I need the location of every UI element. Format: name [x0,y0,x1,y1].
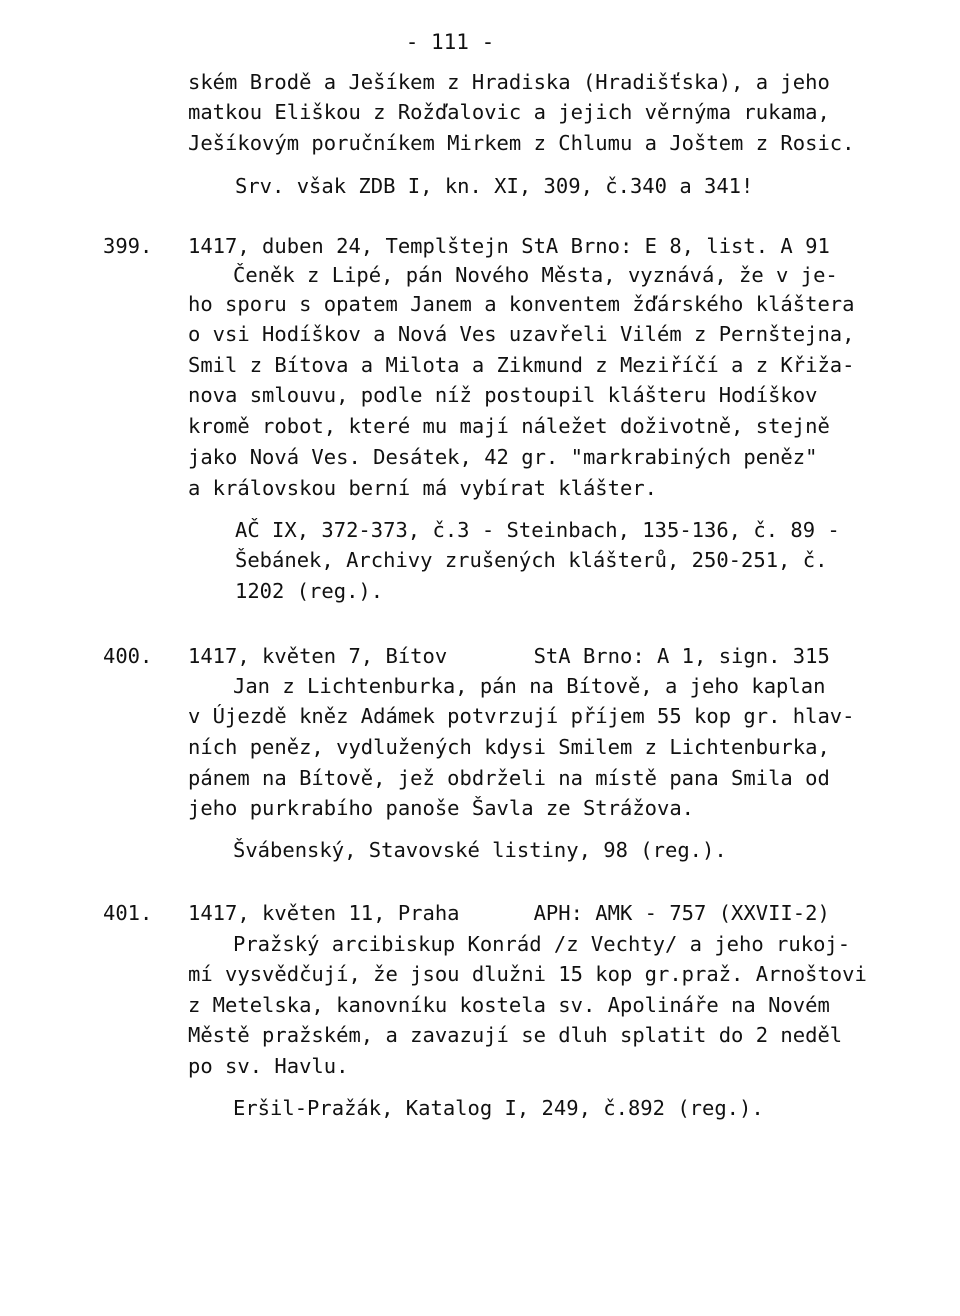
text-line: Ješíkovým poručníkem Mirkem z Chlumu a Joštem z Rosic. [188,131,855,155]
text-line: ních peněz, vydlužených kdysi Smilem z Lichtenburka, [188,735,830,759]
text-line: Pražský arcibiskup Konrád /z Vechty/ a jeho rukoj- [233,932,851,956]
text-line: o vsi Hodíškov a Nová Ves uzavřeli Vilém z Pernštejna, [188,322,855,346]
text-line: ho sporu s opatem Janem a konventem žďárského kláštera [188,292,855,316]
reference-line: Eršil-Pražák, Katalog I, 249, č.892 (reg.). [233,1096,764,1120]
text-line: kromě robot, které mu mají náležet doživotně, stejně [188,414,830,438]
text-line: mí vysvědčují, že jsou dlužni 15 kop gr.praž. Arnoštovi [188,962,867,986]
entry-header: 1417, květen 7, Bítov StA Brno: A 1, sign. 315 [188,644,830,668]
entry-number: 399. [103,234,153,258]
text-line: v Újezdě kněz Adámek potvrzují příjem 55 kop gr. hlav- [188,704,855,728]
reference-line: AČ IX, 372-373, č.3 - Steinbach, 135-136, č. 89 - [235,518,840,542]
entry-header: 1417, duben 24, Templštejn StA Brno: E 8, list. A 91 [188,234,830,258]
text-line: a královskou berní má vybírat klášter. [188,476,657,500]
text-line: z Metelska, kanovníku kostela sv. Apolináře na Novém [188,993,830,1017]
text-line: po sv. Havlu. [188,1054,349,1078]
text-line: Smil z Bítova a Milota a Zikmund z Meziříčí a z Křiža- [188,353,855,377]
text-line: jako Nová Ves. Desátek, 42 gr. "markrabiných peněz" [188,445,818,469]
text-line: Čeněk z Lipé, pán Nového Města, vyznává, že v je- [233,263,838,287]
reference-line: 1202 (reg.). [235,579,384,603]
reference-line: Švábenský, Stavovské listiny, 98 (reg.). [233,838,727,862]
text-line: nova smlouvu, podle níž postoupil klášteru Hodíškov [188,383,818,407]
reference-line: Šebánek, Archivy zrušených klášterů, 250-251, č. [235,548,828,572]
entry-header: 1417, květen 11, Praha APH: AMK - 757 (XXVII-2) [188,901,830,925]
text-line: ském Brodě a Ješíkem z Hradiska (Hradišťska), a jeho [188,70,830,94]
page-number: - 111 - [405,30,495,54]
text-line: Městě pražském, a zavazují se dluh splatit do 2 neděl [188,1023,843,1047]
text-line: Jan z Lichtenburka, pán na Bítově, a jeho kaplan [233,674,826,698]
text-line: jeho purkrabího panoše Šavla ze Strážova. [188,796,695,820]
text-line: pánem na Bítově, jež obdrželi na místě pana Smila od [188,766,830,790]
reference-line: Srv. však ZDB I, kn. XI, 309, č.340 a 341! [235,174,754,198]
text-line: matkou Eliškou z Rožďalovic a jejich věrnýma rukama, [188,100,830,124]
entry-number: 401. [103,901,153,925]
entry-number: 400. [103,644,153,668]
